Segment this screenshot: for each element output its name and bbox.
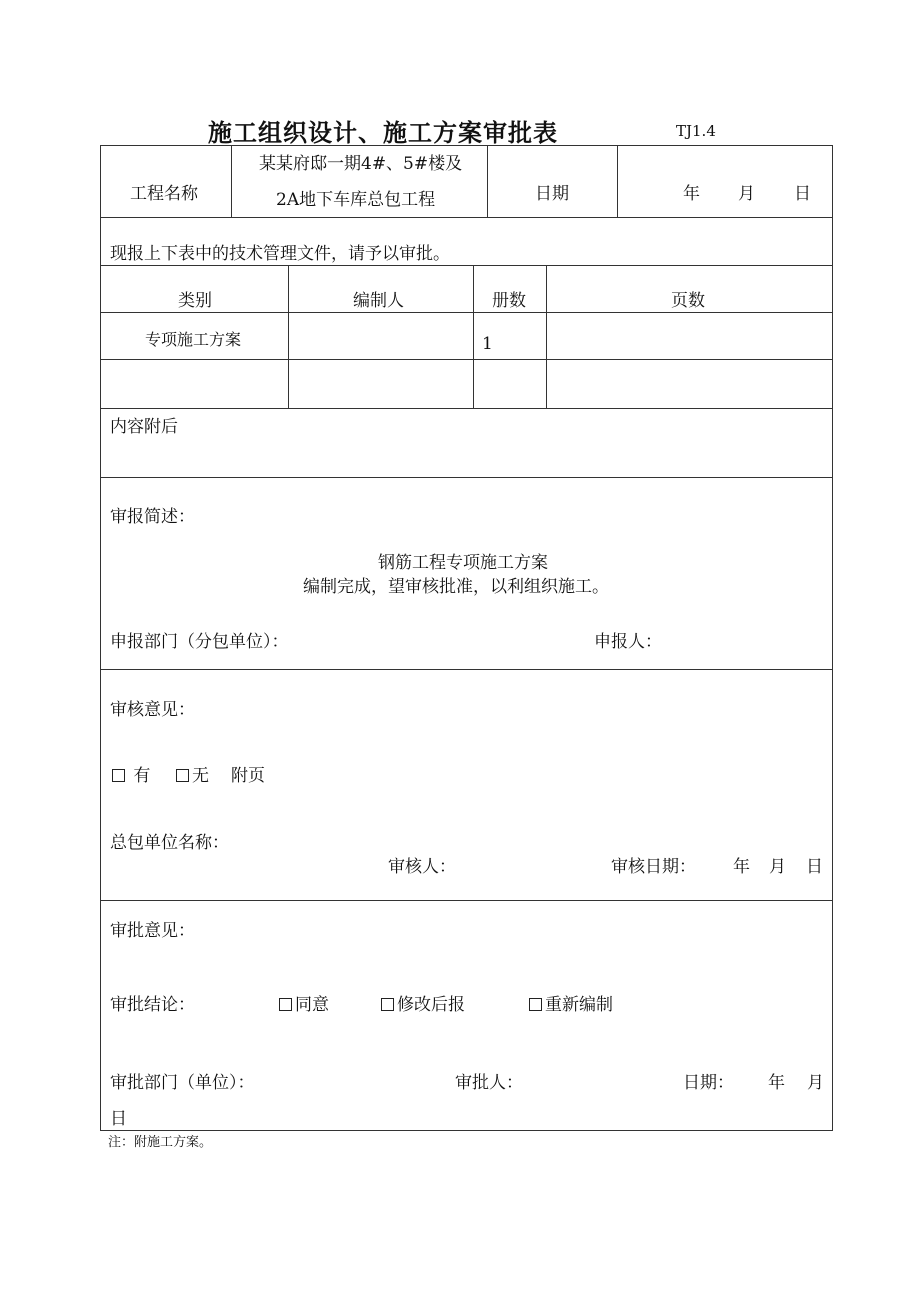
checkbox-icon[interactable] — [279, 998, 292, 1011]
option-no-label: 无 — [192, 766, 209, 786]
footnote: 注：附施工方案。 — [108, 1135, 213, 1150]
option-agree-label: 同意 — [295, 995, 329, 1015]
date-day-label: 日 — [794, 184, 811, 204]
review-year-label: 年 — [733, 857, 750, 877]
approver-label: 审批人： — [455, 1073, 523, 1093]
divider — [100, 408, 832, 409]
review-month-label: 月 — [769, 857, 786, 877]
submitter-label: 申报人： — [594, 632, 662, 652]
divider — [100, 669, 832, 670]
checkbox-icon[interactable] — [381, 998, 394, 1011]
option-revise-label: 修改后报 — [397, 995, 465, 1015]
option-yes-label: 有 — [133, 766, 151, 786]
submit-dept-label: 申报部门（分包单位）： — [110, 632, 289, 652]
col-header-volumes: 册数 — [492, 291, 526, 311]
col-header-category: 类别 — [178, 291, 212, 311]
divider — [100, 359, 832, 360]
divider — [473, 265, 474, 408]
project-name-line1: 某某府邸一期4#、5#楼及 — [259, 154, 463, 174]
contractor-name-label: 总包单位名称： — [110, 833, 229, 853]
approval-label: 审批意见： — [110, 921, 195, 941]
form-title: 施工组织设计、施工方案审批表 — [208, 118, 558, 147]
review-label: 审核意见： — [110, 700, 195, 720]
intro-text: 现报上下表中的技术管理文件，请予以审批。 — [110, 244, 450, 264]
divider — [546, 265, 547, 408]
submission-label: 审报简述： — [110, 507, 195, 527]
date-month-label: 月 — [738, 184, 755, 204]
submission-line1: 钢筋工程专项施工方案 — [378, 553, 548, 573]
col-header-pages: 页数 — [671, 291, 705, 311]
date-label: 日期 — [535, 184, 569, 204]
col-header-compiler: 编制人 — [353, 291, 404, 311]
divider — [100, 900, 832, 901]
submission-line2: 编制完成，望审核批准，以利组织施工。 — [303, 577, 609, 597]
checkbox-icon[interactable] — [112, 769, 125, 782]
row-category: 专项施工方案 — [145, 330, 242, 349]
option-revise[interactable] — [381, 990, 465, 1015]
approval-month-label: 月 — [807, 1073, 824, 1093]
form-code: TJ1.4 — [676, 122, 716, 140]
approval-year-label: 年 — [768, 1073, 785, 1093]
divider — [100, 477, 832, 478]
conclusion-label: 审批结论： — [110, 995, 195, 1015]
approval-dept-label: 审批部门（单位）： — [110, 1073, 255, 1093]
divider — [100, 312, 832, 313]
checkbox-icon[interactable] — [176, 769, 189, 782]
row-volumes: 1 — [482, 334, 493, 354]
option-agree[interactable] — [279, 990, 329, 1015]
review-day-label: 日 — [806, 857, 823, 877]
approval-day-label: 日 — [110, 1109, 127, 1129]
attachment-note: 内容附后 — [110, 417, 178, 437]
divider — [487, 145, 488, 217]
option-no-attachment[interactable] — [176, 761, 209, 786]
approval-date-label: 日期： — [683, 1073, 734, 1093]
divider — [100, 265, 832, 266]
reviewer-label: 审核人： — [388, 857, 456, 877]
attachment-page-label: 附页 — [231, 766, 265, 786]
project-name-label: 工程名称 — [130, 184, 198, 204]
option-has-attachment[interactable] — [112, 761, 150, 786]
project-name-line2: 2A地下车库总包工程 — [276, 190, 436, 210]
review-date-label: 审核日期： — [611, 857, 696, 877]
option-recompile-label: 重新编制 — [545, 995, 613, 1015]
option-recompile[interactable] — [529, 990, 613, 1015]
divider — [100, 217, 832, 218]
divider — [617, 145, 618, 217]
divider — [288, 265, 289, 408]
date-year-label: 年 — [683, 184, 700, 204]
divider — [231, 145, 232, 217]
checkbox-icon[interactable] — [529, 998, 542, 1011]
